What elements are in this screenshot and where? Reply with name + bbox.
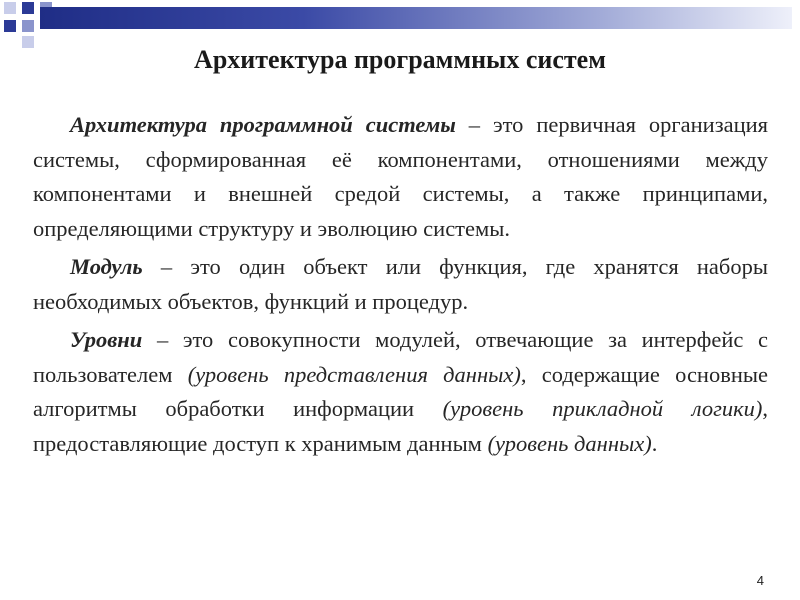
definition-levels-text-1: – это совокупности модулей, отвечающие за интерфейс с пользователем bbox=[33, 327, 768, 387]
definition-module-text: – это один объект или функция, где хранятся наборы необходимых объектов, функций и процедур. bbox=[33, 254, 768, 314]
definition-levels-text-3: , предоставляющие доступ к хранимым данным bbox=[33, 396, 769, 456]
term-architecture: Архитектура программной системы bbox=[70, 112, 456, 137]
definition-module bbox=[33, 250, 768, 319]
header-gradient-bar bbox=[40, 7, 792, 29]
term-levels: Уровни bbox=[70, 327, 143, 352]
definition-levels-text-4: . bbox=[651, 430, 658, 456]
slide-title: Архитектура программных систем bbox=[194, 45, 606, 74]
level-application-logic: (уровень прикладной логики) bbox=[442, 396, 763, 421]
decor-square bbox=[22, 20, 34, 32]
term-module: Модуль bbox=[70, 254, 143, 279]
level-presentation: (уровень представления данных) bbox=[187, 361, 521, 387]
definition-architecture-text: – это первичная организация системы, сформированная её компонентами, отношениями между компонентами и внешней средой системы, а также принципами, определяющими структуру и эволюцию системы. bbox=[33, 112, 768, 241]
decor-square bbox=[4, 2, 16, 14]
level-data: (уровень данных) bbox=[487, 430, 652, 456]
page-number: 4 bbox=[756, 573, 764, 588]
slide-body bbox=[33, 108, 768, 465]
definition-architecture bbox=[33, 108, 768, 246]
definition-levels bbox=[33, 323, 768, 461]
decor-square bbox=[4, 20, 16, 32]
definition-levels-text-2: , содержащие основные алгоритмы обработки информации bbox=[33, 361, 768, 421]
decor-square bbox=[22, 2, 34, 14]
